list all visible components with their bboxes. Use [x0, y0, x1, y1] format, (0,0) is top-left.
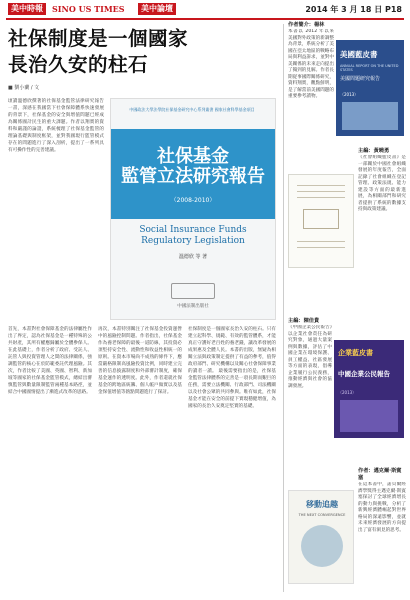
- byline: ■ 劉小蘭 / 文: [8, 85, 40, 91]
- cover-english-title: Social Insurance Funds Regulatory Legislation: [139, 225, 247, 246]
- book-en-title: THE NEXT CONVERGENCE: [298, 513, 346, 517]
- cover-year: （2008-2010）: [170, 197, 216, 204]
- column-divider: [283, 24, 284, 592]
- headline-line-1: 社保制度是一個國家: [8, 27, 189, 50]
- book-subtitle: 中國企業公民報告: [338, 370, 390, 378]
- book-year: （2013）: [340, 92, 359, 97]
- review-item: [358, 468, 406, 600]
- article-paragraph-4: 社保制度是一個國家長治久安的柱石。只有建立起科學、規範、有效的監管體系，才能真正守護好老百姓的養老錢，讓改革發展的成果惠及全體人民。本書的出版，無疑為相關立法與政策制定提供了有益的參考，值得政府部門、研究機構以及關心社會保障事業的讀者一讀。: [188, 327, 276, 374]
- cover-publisher: 中國法制出版社: [177, 304, 209, 309]
- book-title: 美國藍皮書: [340, 50, 378, 59]
- book-cover-next-convergence: [288, 490, 354, 584]
- cover-title: [119, 147, 267, 187]
- book-cover-social-org: [288, 174, 354, 268]
- publisher-logo-icon: [171, 283, 215, 299]
- brand-label: 美中時報: [8, 3, 46, 15]
- book-title: 移動追趣: [306, 500, 338, 509]
- publication-name: SINO US TIMES: [52, 4, 125, 14]
- article-paragraph: 頃讀溫德欣撰著的社保基金監管法律研究報告一書，深感在我國當下社會保障體系快速發展的背景下，社保基金的安全與增值問題已經成為關係國計民生的重大課題。作者以翔實的資料和嚴謹的論證，系統梳理了社保基金監管的理論基礎與制度框架，並對我國現行監管模式存在的問題進行了深入剖析，提出了一系列具有可操作性的完善建議。: [8, 99, 104, 153]
- main-article: [6, 22, 276, 594]
- cover-emblem-icon: [303, 209, 339, 229]
- review-author: 主編：陳佳貴: [288, 318, 320, 324]
- cover-illustration-icon: [301, 525, 343, 567]
- review-text: 《中國企業公民報告》以企業社會責任為研究對象，通過大量案例與數據，評估了中國企業在環境保護、員工權益、社區發展等方面的表現，倡導企業履行公民義務，推動經濟與社會的協調發展。: [288, 325, 332, 389]
- book-year: （2013）: [338, 390, 357, 395]
- article-paragraph: 首先，本書對社會保障基金的法律屬性作出了界定，認為社保基金是一種特殊的公共財產，其所有權應歸屬於全體參保人。在此基礎上，作者分析了政府、受託人、託管人與投資管理人之間的法律關係，強調監管的核心在於防範委託代理風險。其次，作者比較了美國、英國、智利、新加坡等國家的社保基金監管模式，總結出審慎監管與數量限制監管兩種基本路徑，並結合中國國情提出了漸進式改革的思路。: [8, 327, 92, 395]
- book-cover-image: [110, 98, 276, 320]
- review-author: 主編：黃曉勇: [358, 148, 390, 154]
- article-headline: [8, 26, 276, 78]
- cover-title-line-2: 監管立法研究報告: [121, 166, 265, 187]
- review-text: 本書以 2012 年以來美國對外政策的新調整為背景，系統分析了美國在亞太地區的戰略布局與利益訴求，並對中美關係的未來走向提出了獨到的見解。作者長期從事國際關係研究，資料翔實，觀點鮮明，是了解當前美國問題的重要參考讀物。: [288, 29, 334, 99]
- review-item: [358, 148, 406, 315]
- cover-series-text: 中國政法大學法學院社保基金研究中心系列叢書 國家社會科學基金項目: [129, 107, 255, 112]
- headline-line-2: 長治久安的柱石: [8, 53, 149, 76]
- header-rule: [6, 18, 404, 20]
- book-title: 企業藍皮書: [338, 349, 373, 357]
- article-paragraph: 再次，本書特別關注了社保基金投資運營中的風險控制問題。作者指出，社保基金作為養老保障的最後一道防線，其投資必須堅持安全性、流動性和收益性相統一的原則。在資本市場尚不成熟的條件下，應當嚴格限制高風險投資比例，同時建立完善的信息披露制度和外部審計制度，確保基金運作的透明度。此外，作者還就社保基金的跨地區統籌、個人帳戶做實以及基金保值增值等熱點問題進行了探討。: [98, 327, 182, 395]
- book-subtitle: 美國問題研究報告: [340, 76, 381, 82]
- date-page: 2014 年 3 月 18 日 P18: [305, 5, 402, 14]
- book-en-title: ANNUAL REPORT ON THE UNITED STATES: [340, 64, 399, 72]
- review-text: 在這本書中，諾貝爾經濟學獎得主邁克爾·斯賓塞探討了全球經濟增長的動力與挑戰，分析了新興經濟體崛起對世界格局的深遠影響，並就未來經濟發展的方向提出了富有洞見的思考。: [358, 482, 406, 533]
- section-label: 美中論壇: [138, 3, 176, 15]
- cover-illustration-icon: [340, 400, 398, 432]
- cover-title-line-1: 社保基金: [157, 146, 229, 167]
- review-author: 作者簡介：楊林: [288, 22, 325, 28]
- article-paragraph-5: 最後需要指出的是，社保基金監管法律體系的完善是一項長期而艱巨的任務，需要立法機關、行政部門、司法機關以及社會公眾的共同參與。唯有如此，社保基金才能在安全的前提下實現穩健增值，為國家的長治久安奠定堅實的基礎。: [188, 369, 276, 409]
- review-item: [288, 318, 332, 463]
- sidebar-book-reviews: [288, 22, 406, 598]
- article-paragraph: [188, 326, 276, 590]
- page-header: [0, 0, 410, 18]
- cover-illustration-icon: [342, 102, 398, 130]
- book-cover-enterprise-bluebook: [334, 340, 404, 438]
- cover-title-band: [111, 129, 275, 219]
- review-text: 《社會組織藍皮書》是一部關於中國社會組織發展的年度報告，全面記錄了社會組織在登記管理、政策法規、能力建設等方面的最新進展，為相關部門和研究者提供了系統的數據支持與政策建議。: [358, 155, 406, 212]
- review-author: 作者：邁克爾·斯賓塞: [358, 468, 402, 481]
- cover-editor: 溫德欣 等 著: [178, 254, 208, 260]
- book-cover-us-bluebook: [336, 40, 404, 136]
